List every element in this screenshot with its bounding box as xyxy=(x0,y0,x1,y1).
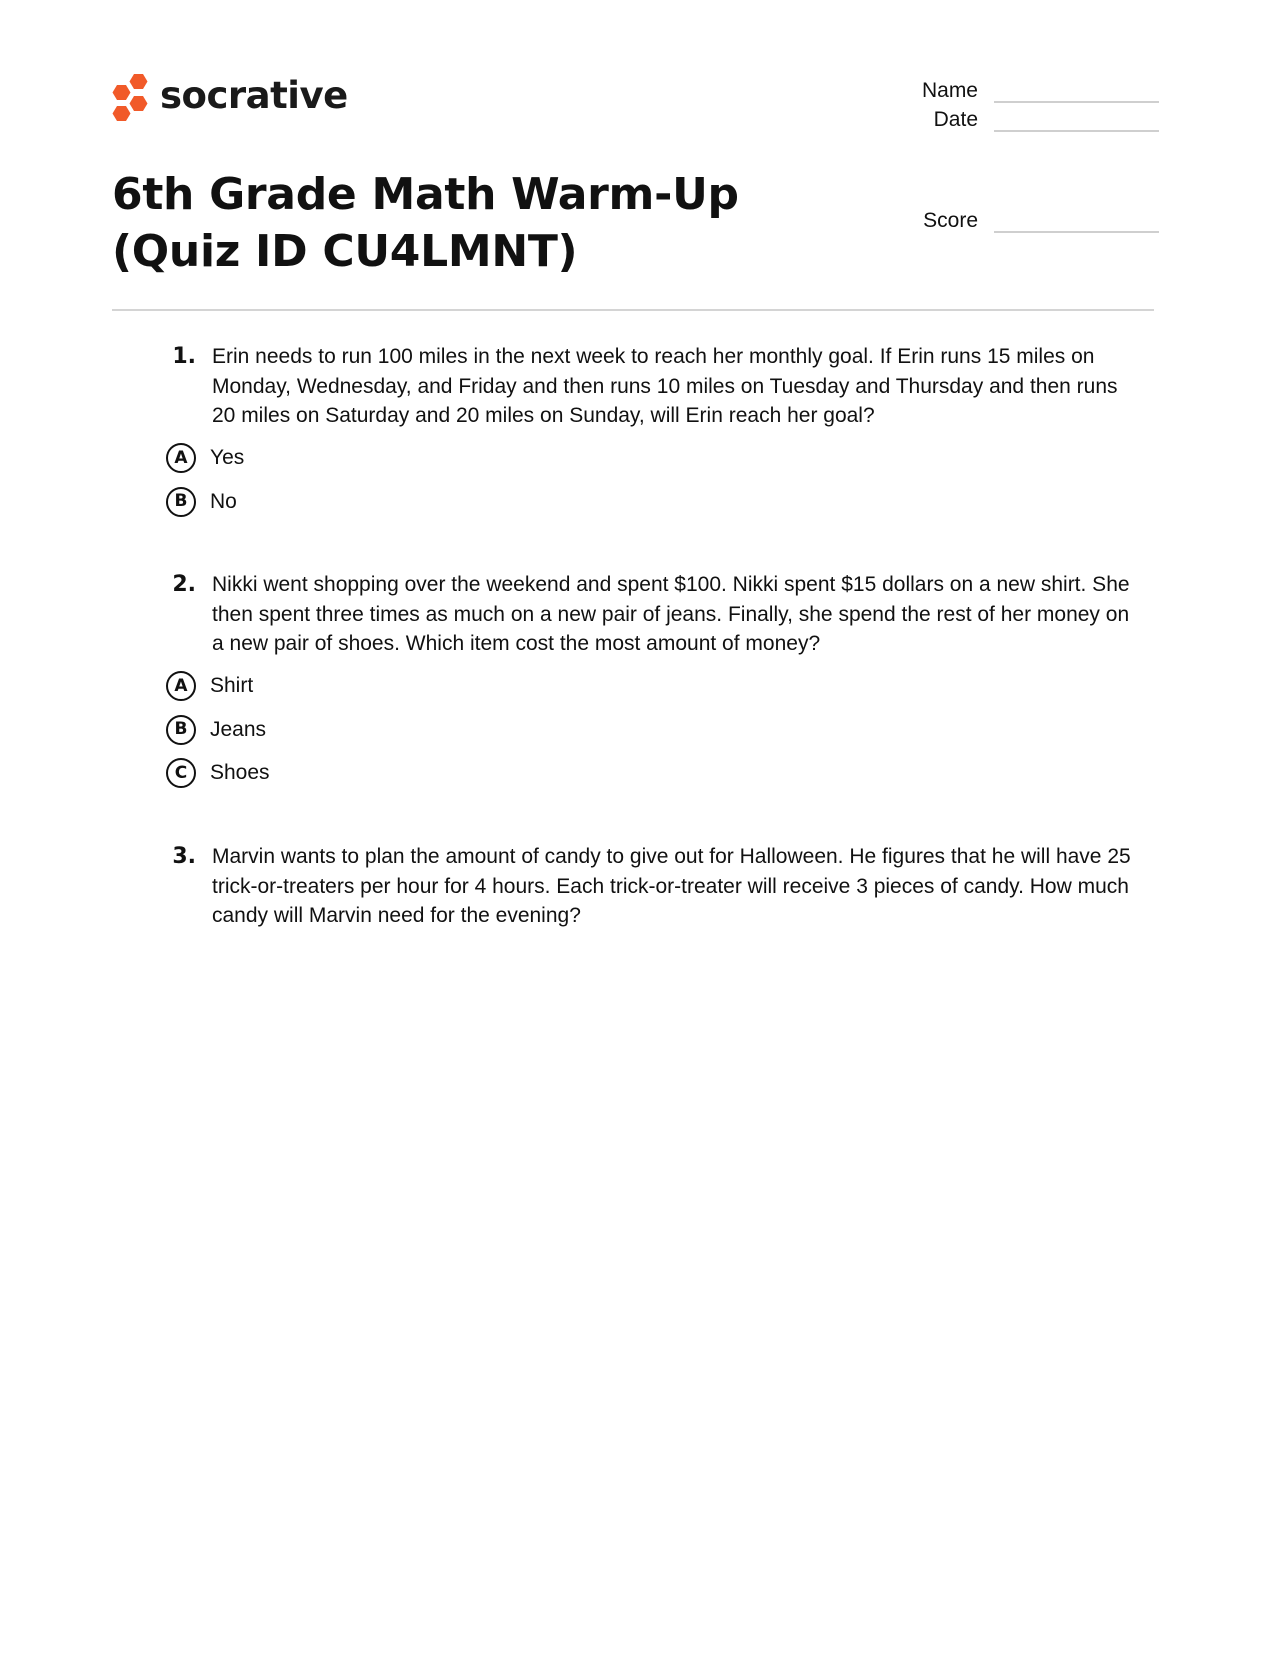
name-field[interactable] xyxy=(858,79,1159,103)
option-letter-circle[interactable]: A xyxy=(166,443,196,473)
option-letter-circle[interactable]: A xyxy=(166,671,196,701)
date-blank-line[interactable] xyxy=(994,130,1159,132)
question-1 xyxy=(160,342,1140,524)
answer-options xyxy=(160,665,1140,796)
question-text: Marvin wants to plan the amount of candy to give out for Halloween. He figures that he will have 25 trick-or-treaters per hour for 4 hours. Each trick-or-treater will receive 3 pieces of candy. How much candy will Marvin need for the evening? xyxy=(212,845,1131,927)
date-field[interactable] xyxy=(858,108,1159,132)
option-b[interactable] xyxy=(166,708,1140,752)
name-blank-line[interactable] xyxy=(994,101,1159,103)
option-c[interactable] xyxy=(166,752,1140,796)
question-number: 1. xyxy=(172,344,196,369)
question-number: 3. xyxy=(172,844,196,869)
option-text: Jeans xyxy=(210,717,267,741)
header-divider xyxy=(112,309,1154,311)
question-3 xyxy=(160,842,1140,931)
option-a[interactable] xyxy=(166,437,1140,481)
option-text: Shirt xyxy=(210,674,254,698)
question-number: 2. xyxy=(172,572,196,597)
option-text: Yes xyxy=(210,446,245,470)
question-text: Nikki went shopping over the weekend and spent $100. Nikki spent $15 dollars on a new shirt. She then spent three times as much on a new pair of jeans. Finally, she spend the rest of her money on a new pair of shoes. Which item cost the most amount of money? xyxy=(212,573,1130,655)
option-letter-circle[interactable]: B xyxy=(166,715,196,745)
option-letter-circle[interactable]: B xyxy=(166,487,196,517)
score-label: Score xyxy=(923,209,978,232)
date-label: Date xyxy=(933,108,978,131)
logo-wordmark: socrative xyxy=(160,74,348,117)
question-text: Erin needs to run 100 miles in the next week to reach her monthly goal. If Erin runs 15 miles on Monday, Wednesday, and Friday and then runs 10 miles on Tuesday and Thursday and then runs 20 miles on Saturday and 20 miles on Sunday, will Erin reach her goal? xyxy=(212,345,1118,427)
option-b[interactable] xyxy=(166,480,1140,524)
option-a[interactable] xyxy=(166,665,1140,709)
hexagon-cluster-icon xyxy=(112,72,150,122)
option-text: No xyxy=(210,489,237,513)
question-2 xyxy=(160,570,1140,795)
option-letter-circle[interactable]: C xyxy=(166,758,196,788)
socrative-logo xyxy=(112,72,348,122)
name-label: Name xyxy=(921,79,978,102)
option-text: Shoes xyxy=(210,761,270,785)
answer-options xyxy=(160,437,1140,524)
page-title: 6th Grade Math Warm-Up (Quiz ID CU4LMNT) xyxy=(112,169,739,277)
score-blank-line[interactable] xyxy=(994,231,1159,233)
score-field[interactable] xyxy=(858,209,1159,233)
